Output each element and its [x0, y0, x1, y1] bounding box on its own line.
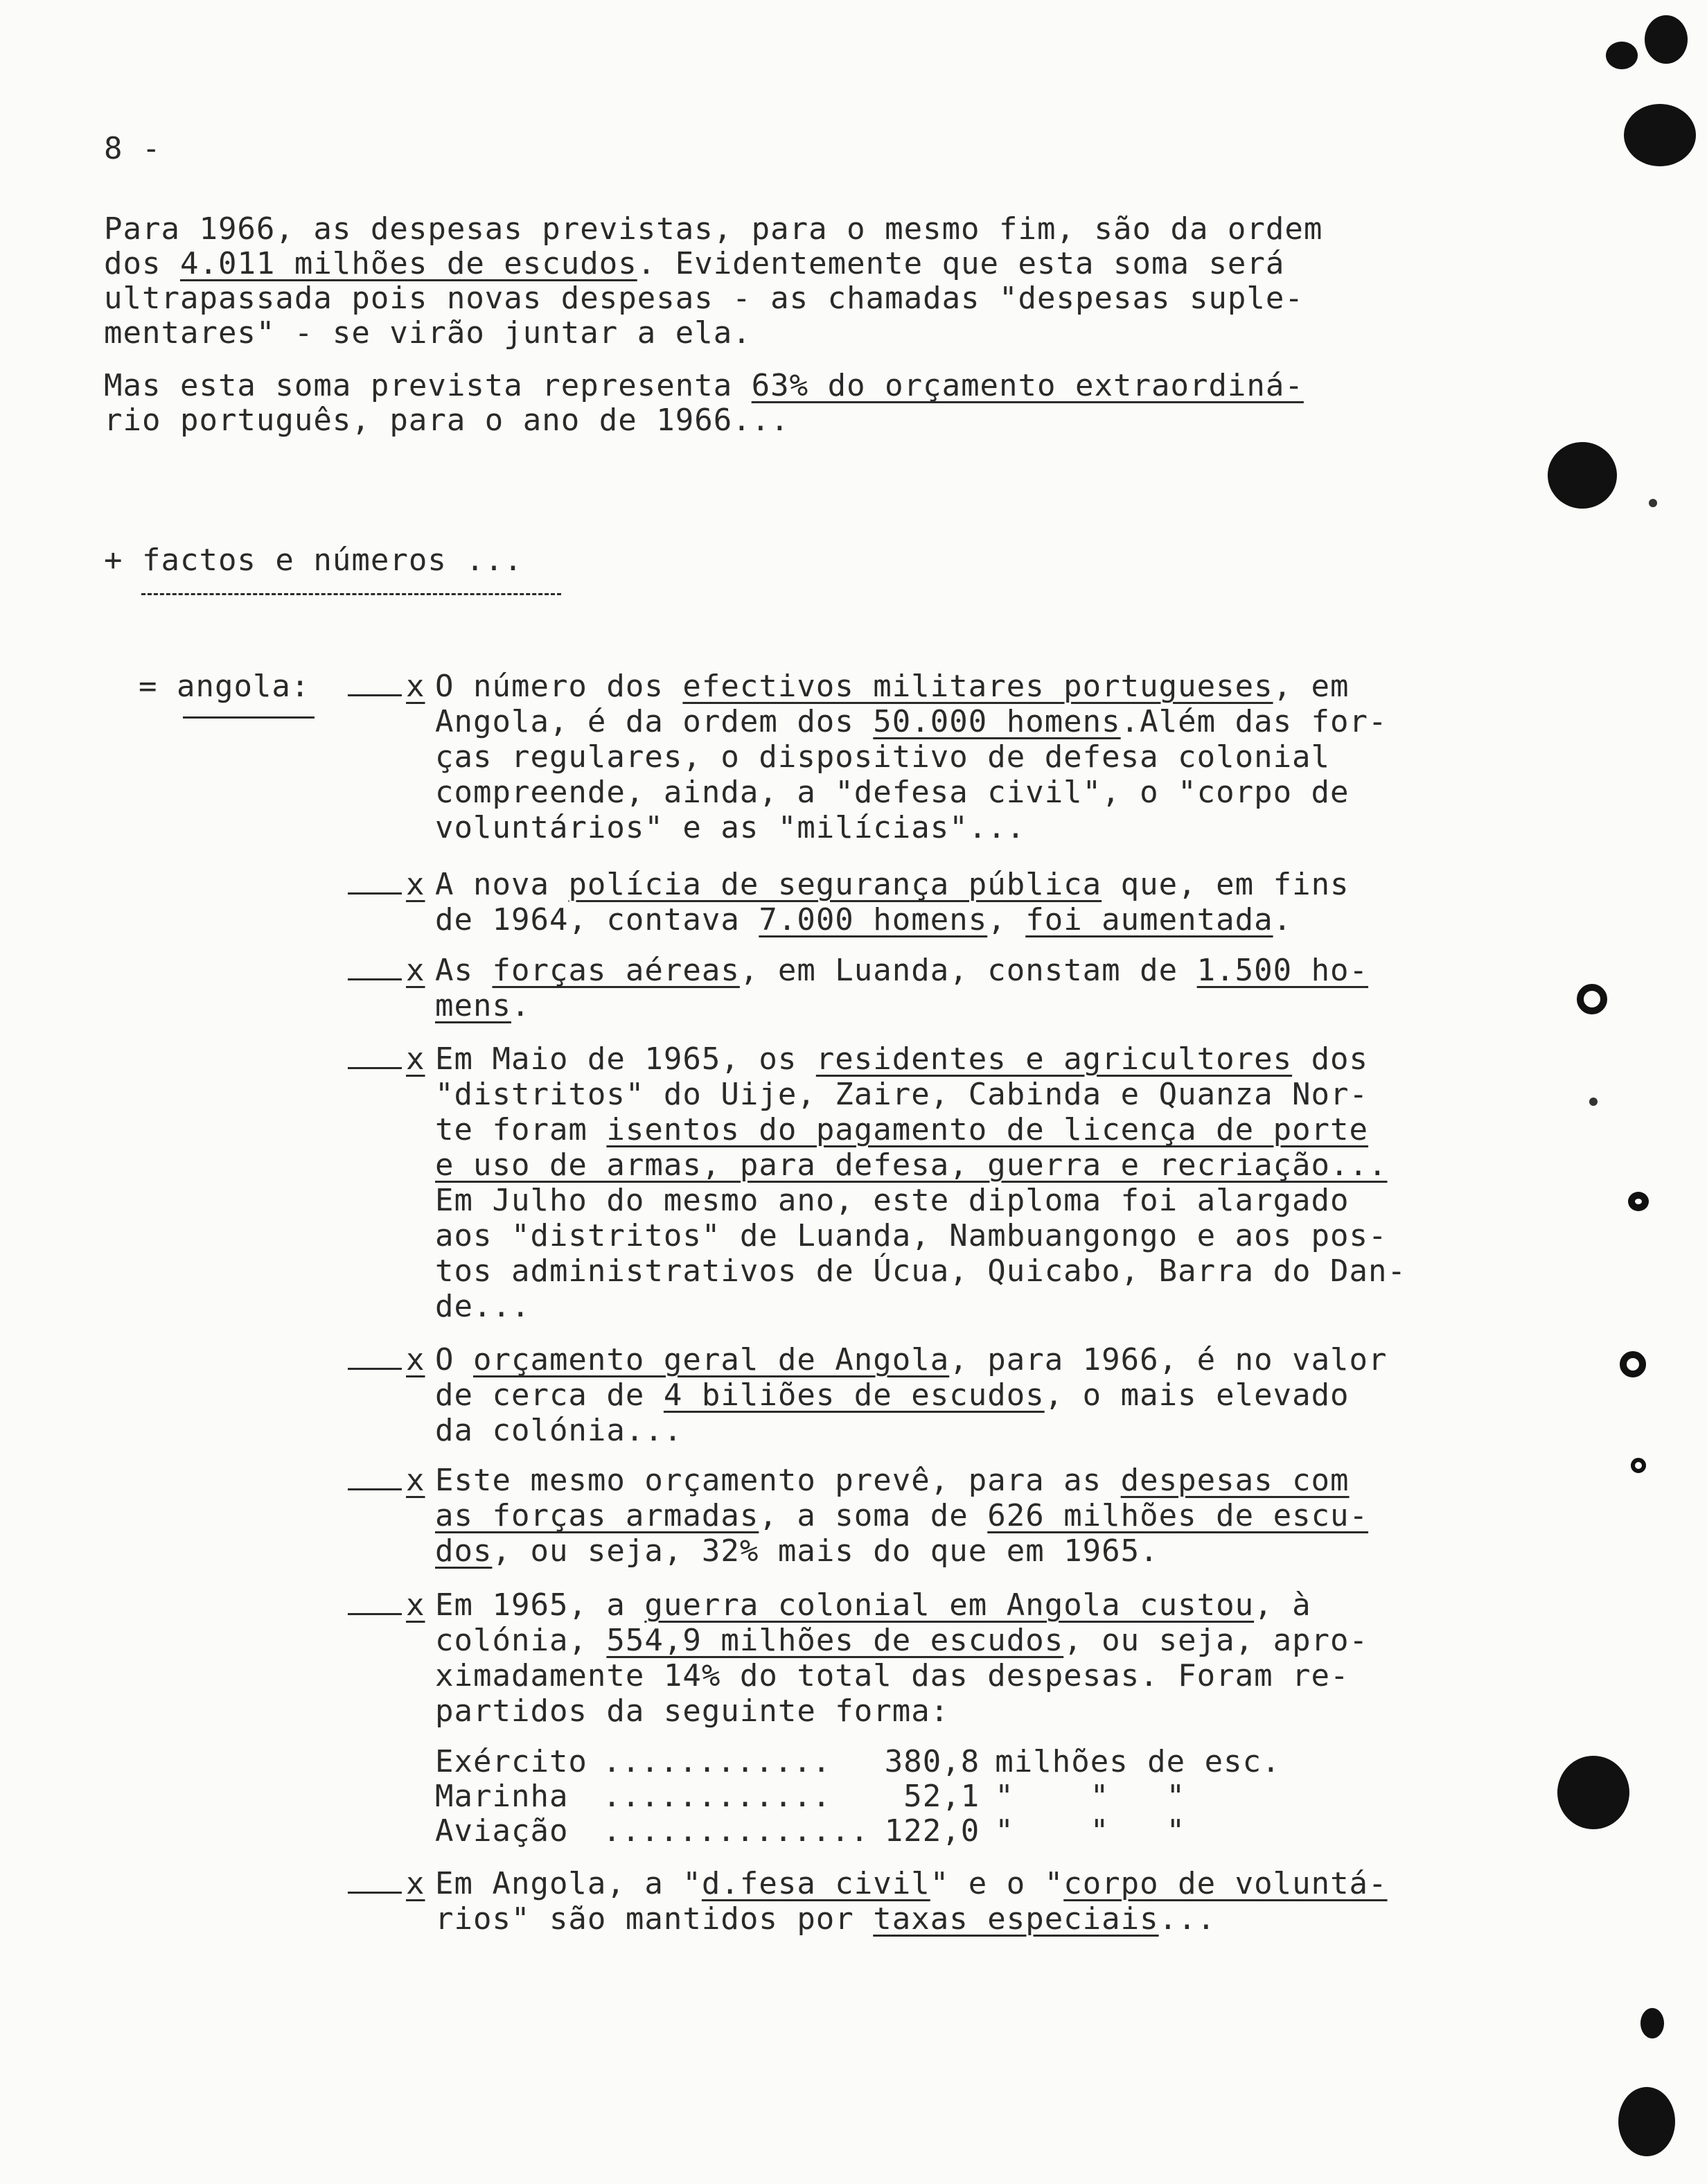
item-6-line: [435, 1499, 1368, 1533]
text: de...: [435, 1289, 531, 1324]
intro-p2-line-2: rio português, para o ano de 1966...: [104, 403, 790, 438]
binder-hole: [1628, 1192, 1649, 1211]
text: dos: [1292, 1041, 1369, 1077]
binder-hole: [1645, 15, 1688, 64]
item-3-line: [435, 989, 530, 1023]
underlined-text: foi aumentada: [1025, 902, 1273, 937]
bullet-dash: [348, 1347, 402, 1370]
bullet-dash: [348, 1592, 402, 1615]
binder-hole: [1577, 984, 1607, 1014]
intro-p2-line-1: [104, 369, 1304, 403]
text: .: [511, 988, 531, 1023]
underlined-text: forças aéreas: [492, 953, 740, 988]
binder-hole: [1606, 42, 1638, 69]
item-6-line: [435, 1534, 1159, 1569]
binder-hole: [1631, 1458, 1646, 1473]
budget-unit: " " ": [995, 1779, 1186, 1814]
underlined-text: taxas especiais: [873, 1901, 1159, 1937]
item-5-line: [435, 1414, 682, 1448]
heading-underline: [141, 593, 561, 595]
bullet-marker: [348, 953, 425, 988]
text: de cerca de: [435, 1377, 664, 1413]
item-2-line: [435, 868, 1350, 902]
intro-line-2: [104, 247, 1284, 281]
text: "distritos" do Uije, Zaire, Cabinda e Quanza Nor-: [435, 1077, 1369, 1112]
item-4-line: [435, 1077, 1368, 1112]
item-7-line: [435, 1694, 949, 1729]
intro-text: dos: [104, 246, 180, 281]
bullet-marker: [348, 1343, 425, 1377]
budget-value: 380,8: [884, 1744, 980, 1779]
text: , ou seja, 32% mais do que em 1965.: [492, 1533, 1159, 1569]
underlined-text: residentes e agricultores: [815, 1041, 1293, 1077]
text: rios" são mantidos por: [435, 1901, 874, 1937]
angola-label: angola:: [176, 669, 310, 704]
speck: [1649, 499, 1657, 507]
item-5-line: [435, 1343, 1388, 1377]
item-8-line: [435, 1902, 1216, 1937]
text: A nova: [435, 867, 569, 902]
text: partidos da seguinte forma:: [435, 1693, 950, 1729]
text: ças regulares, o dispositivo de defesa colonial: [435, 739, 1331, 775]
underlined-text: corpo de voluntá-: [1063, 1866, 1388, 1901]
text: tos administrativos de Úcua, Quicabo, Barra do Dan-: [435, 1253, 1407, 1289]
item-4-line: [435, 1113, 1368, 1147]
item-7-line: [435, 1623, 1368, 1658]
underlined-text: orçamento geral de Angola: [472, 1342, 950, 1377]
binder-hole: [1618, 2087, 1675, 2156]
bullet-marker: [348, 868, 425, 902]
intro-p2-percent: 63% do orçamento extraordiná-: [751, 368, 1304, 403]
budget-row: [435, 1814, 1296, 1849]
bullet-x: x: [406, 1342, 425, 1377]
text: Este mesmo orçamento prevê, para as: [435, 1463, 1121, 1498]
budget-name: Aviação: [435, 1813, 569, 1849]
budget-dots: ............: [602, 1779, 831, 1814]
underlined-text: dos: [435, 1533, 493, 1569]
bullet-x: x: [406, 1866, 425, 1901]
budget-dots: ..............: [602, 1813, 869, 1849]
underlined-text: efectivos militares portugueses: [682, 669, 1273, 704]
bullet-marker: [348, 1463, 425, 1498]
underlined-text: 4 biliões de escudos: [663, 1377, 1045, 1413]
budget-unit: " " ": [995, 1813, 1186, 1849]
underlined-text: polícia de segurança pública: [568, 867, 1102, 902]
text: O: [435, 1342, 473, 1377]
bullet-dash: [348, 1871, 402, 1894]
equals-sign: =: [139, 669, 177, 704]
bullet-marker: [348, 1867, 425, 1901]
intro-amount: 4.011 milhões de escudos: [179, 246, 637, 281]
bullet-marker: [348, 669, 425, 704]
text: As: [435, 953, 493, 988]
bullet-dash: [348, 1046, 402, 1069]
page-number: 8 -: [104, 131, 161, 166]
item-8-line: [435, 1867, 1388, 1901]
bullet-dash: [348, 673, 402, 696]
text: Em Angola, a ": [435, 1866, 702, 1901]
budget-name: Marinha: [435, 1779, 569, 1814]
underlined-text: 626 milhões de escu-: [987, 1498, 1369, 1533]
intro-line-1: Para 1966, as despesas previstas, para o mesmo fim, são da ordem: [104, 211, 1323, 247]
item-7-line: [435, 1659, 1350, 1693]
text: , ou seja, apro-: [1063, 1623, 1369, 1658]
binder-hole: [1640, 2008, 1664, 2038]
underlined-text: 1.500 ho-: [1196, 953, 1369, 988]
intro-p2-text: Mas esta soma prevista representa: [104, 368, 752, 403]
bullet-x: x: [406, 1587, 425, 1623]
item-1-line: [435, 740, 1330, 775]
text: .: [1273, 902, 1293, 937]
text: ximadamente 14% do total das despesas. Foram re-: [435, 1658, 1350, 1693]
bullet-x: x: [406, 867, 425, 902]
item-3-line: [435, 953, 1368, 988]
budget-value: 122,0: [884, 1813, 980, 1849]
text: ,: [987, 902, 1026, 937]
text: da colónia...: [435, 1413, 683, 1448]
binder-hole: [1624, 104, 1696, 166]
text: Angola, é da ordem dos: [435, 704, 874, 739]
budget-table: [435, 1745, 1296, 1849]
text: Em Julho do mesmo ano, este diploma foi alargado: [435, 1183, 1350, 1218]
text: , à: [1254, 1587, 1311, 1623]
item-1-line: [435, 775, 1350, 810]
item-5-line: [435, 1378, 1350, 1413]
intro-line-3: ultrapassada pois novas despesas - as chamadas "despesas suple-: [104, 281, 1304, 316]
item-6-line: [435, 1463, 1350, 1498]
underlined-text: d.fesa civil: [701, 1866, 930, 1901]
section-heading: + factos e números ...: [104, 543, 523, 578]
text: voluntários" e as "milícias"...: [435, 810, 1026, 845]
item-2-line: [435, 903, 1292, 937]
text: , o mais elevado: [1044, 1377, 1350, 1413]
item-4-line: [435, 1183, 1350, 1218]
bullet-dash: [348, 958, 402, 980]
item-4-line: [435, 1042, 1368, 1077]
item-1-line: [435, 669, 1350, 704]
budget-row: [435, 1745, 1296, 1779]
item-1-line: [435, 705, 1388, 739]
bullet-x: x: [406, 953, 425, 988]
angola-label-row: [139, 669, 310, 704]
text: , em: [1273, 669, 1350, 704]
underlined-text: 7.000 homens: [759, 902, 988, 937]
budget-unit: milhões de esc.: [995, 1744, 1281, 1779]
underlined-text: guerra colonial em Angola custou: [644, 1587, 1255, 1623]
text: " e o ": [930, 1866, 1064, 1901]
underlined-text: 554,9 milhões de escudos: [606, 1623, 1064, 1658]
text: que, em fins: [1102, 867, 1350, 902]
item-1-line: [435, 811, 1025, 845]
text: Em Maio de 1965, os: [435, 1041, 816, 1077]
bullet-marker: [348, 1588, 425, 1623]
budget-value: 52,1: [903, 1779, 980, 1814]
bullet-x: x: [406, 1041, 425, 1077]
binder-hole: [1557, 1756, 1629, 1829]
item-4-line: [435, 1254, 1406, 1289]
bullet-dash: [348, 872, 402, 895]
underlined-text: isentos do pagamento de licença de porte: [606, 1112, 1369, 1147]
text: O número dos: [435, 669, 683, 704]
item-7-line: [435, 1588, 1311, 1623]
text: te foram: [435, 1112, 607, 1147]
text: aos "distritos" de Luanda, Nambuangongo e aos pos-: [435, 1218, 1388, 1253]
underlined-text: as forças armadas: [435, 1498, 759, 1533]
bullet-x: x: [406, 669, 425, 704]
text: compreende, ainda, a "defesa civil", o "corpo de: [435, 775, 1350, 810]
text: , para 1966, é no valor: [949, 1342, 1388, 1377]
text: .Além das for-: [1120, 704, 1388, 739]
item-4-line: [435, 1148, 1388, 1183]
underlined-text: e uso de armas, para defesa, guerra e recriação...: [435, 1147, 1388, 1183]
budget-name: Exército: [435, 1744, 587, 1779]
item-4-line: [435, 1219, 1388, 1253]
binder-hole: [1548, 442, 1617, 509]
bullet-dash: [348, 1468, 402, 1490]
intro-text: . Evidentemente que esta soma será: [637, 246, 1285, 281]
angola-underline: [183, 716, 315, 719]
underlined-text: mens: [435, 988, 511, 1023]
binder-hole: [1620, 1351, 1646, 1377]
underlined-text: 50.000 homens: [873, 704, 1121, 739]
underlined-text: despesas com: [1120, 1463, 1350, 1498]
text: , em Luanda, constam de: [739, 953, 1197, 988]
text: de 1964, contava: [435, 902, 759, 937]
text: , a soma de: [759, 1498, 988, 1533]
budget-dots: ............: [602, 1744, 831, 1779]
item-4-line: [435, 1289, 530, 1324]
text: colónia,: [435, 1623, 607, 1658]
bullet-x: x: [406, 1463, 425, 1498]
speck: [1589, 1098, 1598, 1106]
text: ...: [1158, 1901, 1217, 1937]
intro-line-4: mentares" - se virão juntar a ela.: [104, 315, 752, 351]
text: Em 1965, a: [435, 1587, 645, 1623]
bullet-marker: [348, 1042, 425, 1077]
budget-row: [435, 1779, 1296, 1814]
